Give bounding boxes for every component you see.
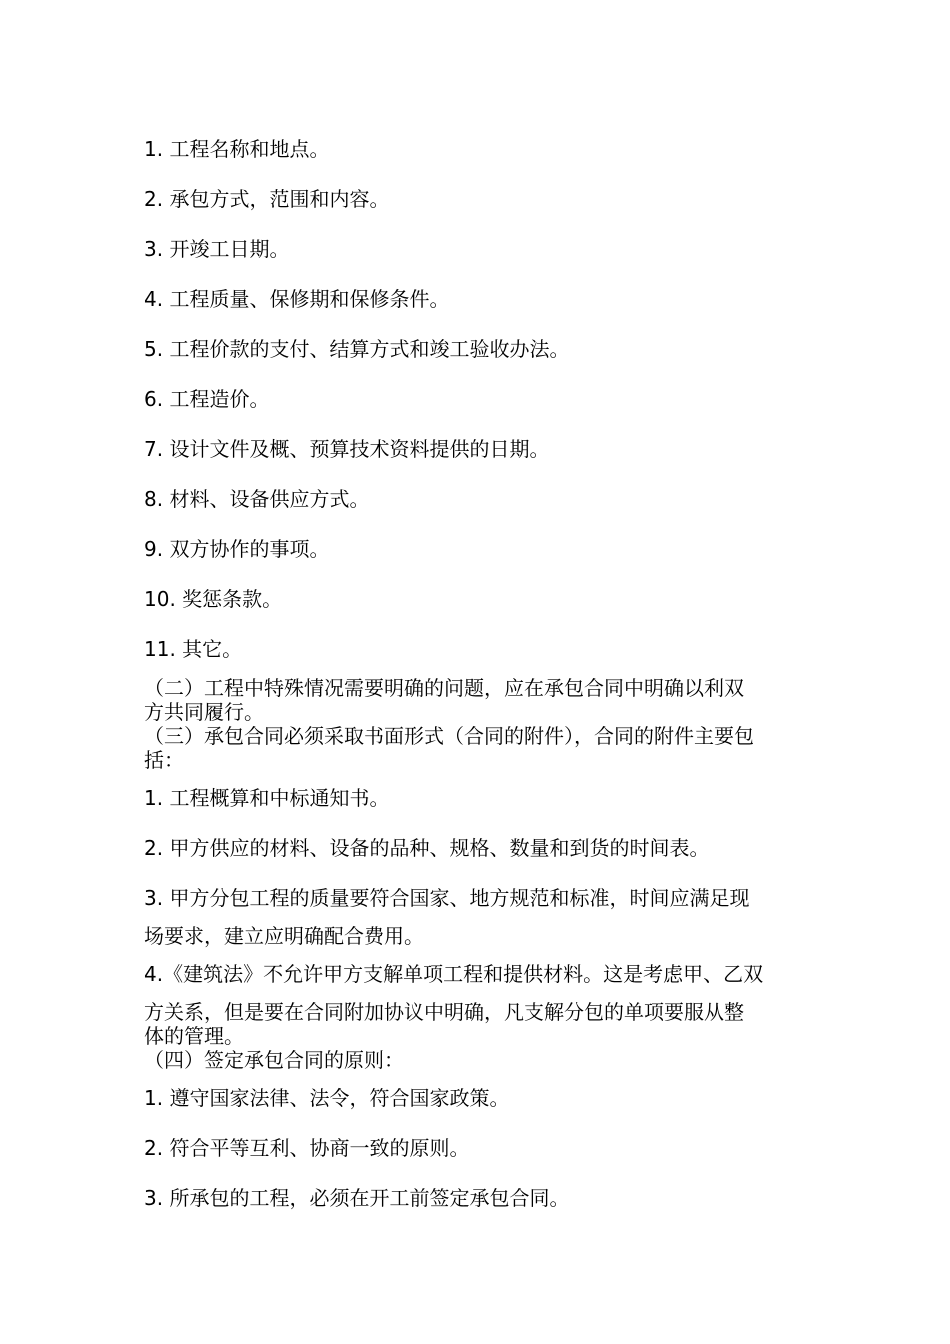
list-item: 1. 工程名称和地点。 [144,137,330,161]
list-item: 3. 甲方分包工程的质量要符合国家、地方规范和标准，时间应满足现 [144,886,750,910]
list-item: 场要求，建立应明确配合费用。 [144,924,424,948]
list-item: 体的管理。 [144,1024,244,1048]
list-item: 10. 奖惩条款。 [144,587,283,611]
section-heading: （四）签定承包合同的原则： [144,1048,404,1072]
list-item: 4. 工程质量、保修期和保修条件。 [144,287,450,311]
list-item: 2. 符合平等互利、协商一致的原则。 [144,1136,470,1160]
paragraph-line: （二）工程中特殊情况需要明确的问题，应在承包合同中明确以利双 [144,676,744,700]
list-item: 方关系，但是要在合同附加协议中明确，凡支解分包的单项要服从整 [144,1000,744,1024]
list-item: 1. 工程概算和中标通知书。 [144,786,390,810]
list-item: 3. 所承包的工程，必须在开工前签定承包合同。 [144,1186,570,1210]
list-item: 4.《建筑法》不允许甲方支解单项工程和提供材料。这是考虑甲、乙双 [144,962,764,986]
list-item: 8. 材料、设备供应方式。 [144,487,370,511]
list-item: 3. 开竣工日期。 [144,237,290,261]
paragraph-line: 括： [144,748,184,772]
list-item: 7. 设计文件及概、预算技术资料提供的日期。 [144,437,550,461]
list-item: 6. 工程造价。 [144,387,270,411]
paragraph-line: （三）承包合同必须采取书面形式（合同的附件），合同的附件主要包 [144,724,754,748]
list-item: 1. 遵守国家法律、法令，符合国家政策。 [144,1086,510,1110]
list-item: 11. 其它。 [144,637,243,661]
list-item: 2. 甲方供应的材料、设备的品种、规格、数量和到货的时间表。 [144,836,710,860]
list-item: 9. 双方协作的事项。 [144,537,330,561]
paragraph-line: 方共同履行。 [144,700,264,724]
list-item: 5. 工程价款的支付、结算方式和竣工验收办法。 [144,337,570,361]
list-item: 2. 承包方式，范围和内容。 [144,187,390,211]
